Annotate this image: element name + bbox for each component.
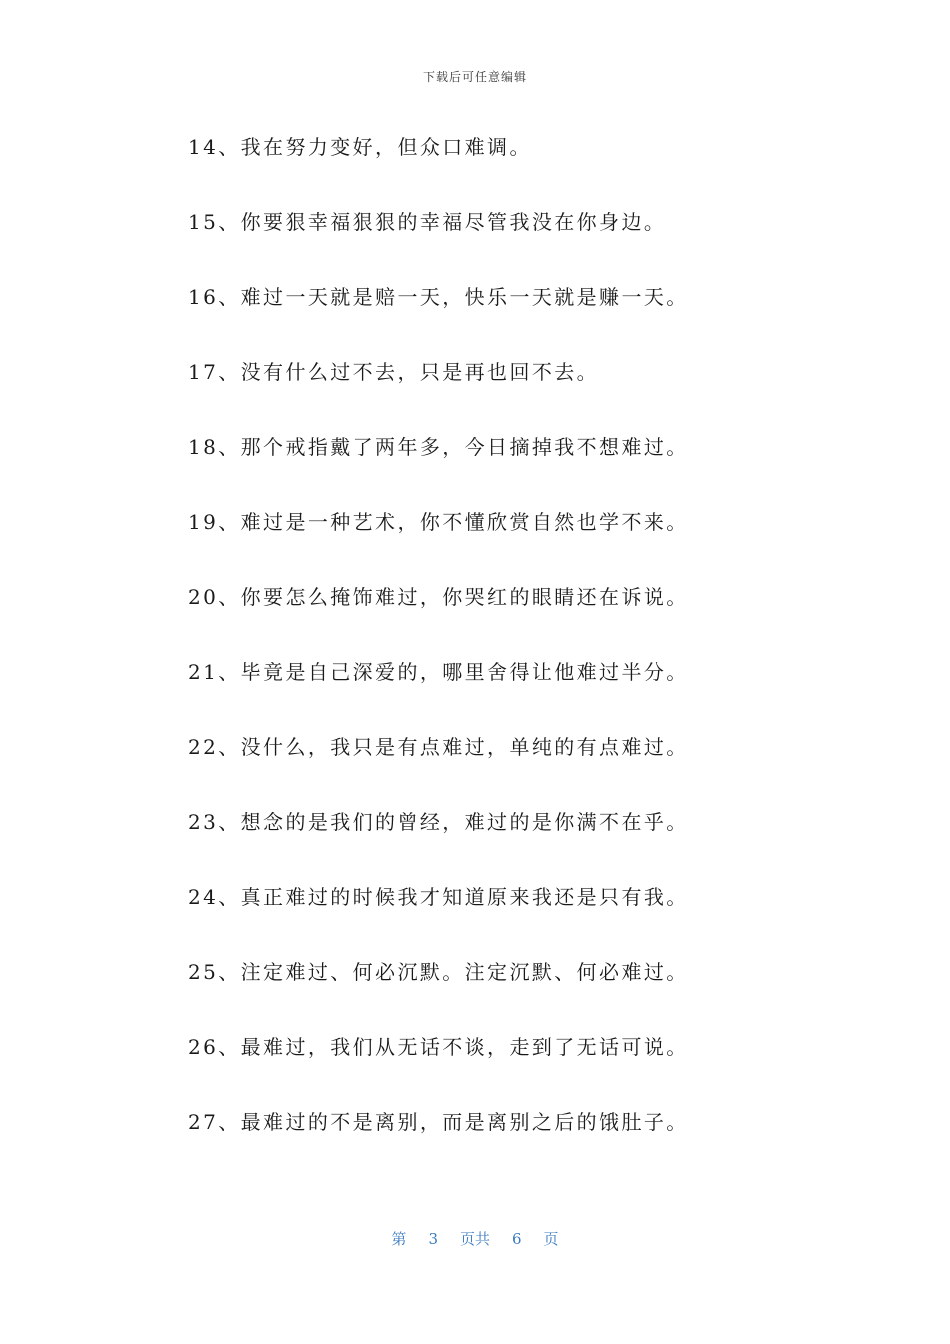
- footer-label-page: 第: [391, 1230, 407, 1248]
- list-item: 14、我在努力变好，但众口难调。: [188, 135, 532, 159]
- list-item: 27、最难过的不是离别，而是离别之后的饿肚子。: [188, 1110, 689, 1134]
- list-item: 18、那个戒指戴了两年多，今日摘掉我不想难过。: [188, 435, 689, 459]
- list-item: 24、真正难过的时候我才知道原来我还是只有我。: [188, 885, 689, 909]
- page-number-footer: [0, 1228, 950, 1249]
- list-item: 16、难过一天就是赔一天，快乐一天就是赚一天。: [188, 285, 689, 309]
- footer-label-of: 页共: [459, 1230, 490, 1248]
- total-pages-number: 6: [512, 1230, 522, 1248]
- list-item: 21、毕竟是自己深爱的，哪里舍得让他难过半分。: [188, 660, 689, 684]
- list-item: 25、注定难过、何必沉默。注定沉默、何必难过。: [188, 960, 689, 984]
- list-item: 15、你要狠幸福狠狠的幸福尽管我没在你身边。: [188, 210, 667, 234]
- list-item: 26、最难过，我们从无话不谈，走到了无话可说。: [188, 1035, 689, 1059]
- quote-list: [188, 130, 908, 1180]
- list-item: 23、想念的是我们的曾经，难过的是你满不在乎。: [188, 810, 689, 834]
- list-item: 17、没有什么过不去，只是再也回不去。: [188, 360, 600, 384]
- list-item: 20、你要怎么掩饰难过，你哭红的眼睛还在诉说。: [188, 585, 689, 609]
- page-header: 下载后可任意编辑: [422, 70, 527, 84]
- current-page-number: 3: [428, 1230, 438, 1248]
- list-item: 19、难过是一种艺术，你不懂欣赏自然也学不来。: [188, 510, 689, 534]
- footer-label-end: 页: [543, 1230, 559, 1248]
- list-item: 22、没什么，我只是有点难过，单纯的有点难过。: [188, 735, 689, 759]
